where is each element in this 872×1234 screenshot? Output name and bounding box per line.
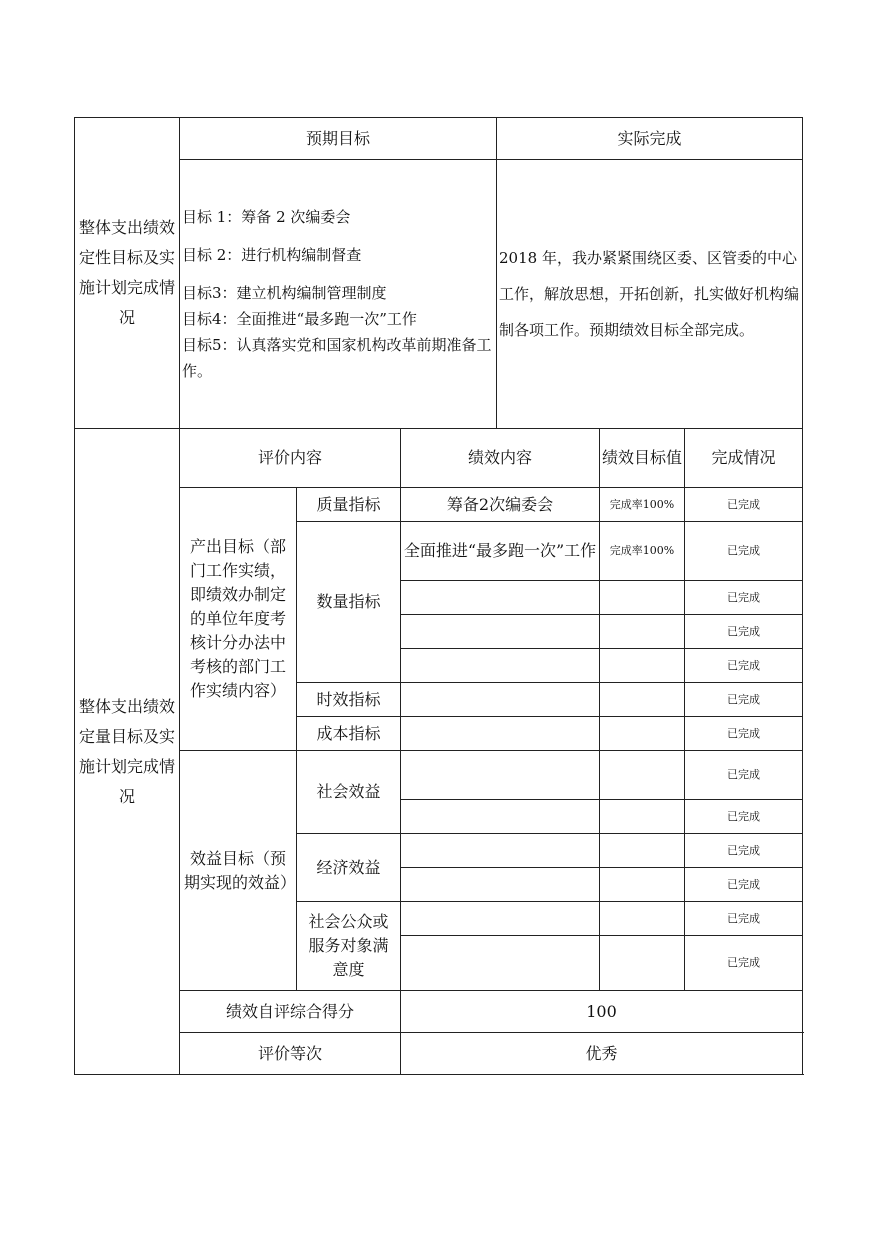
target-value: 完成率100% — [600, 488, 685, 522]
performance-table — [74, 117, 803, 1075]
goal-item: 目标3：建立机构编制管理制度 — [182, 284, 387, 302]
target-value — [600, 834, 685, 868]
evaluation-sheet — [74, 117, 802, 1075]
table-row — [75, 488, 803, 522]
output-goal-label: 产出目标（部门工作实绩，即绩效办制定的单位年度考核计分办法中考核的部门工作实绩内容） — [180, 488, 297, 751]
target-value — [600, 649, 685, 683]
quantitative-label: 整体支出绩效定量目标及实施计划完成情况 — [75, 429, 180, 1075]
perf-content — [401, 615, 600, 649]
target-value — [600, 717, 685, 751]
eval-content-header: 评价内容 — [180, 429, 401, 488]
perf-content — [401, 868, 600, 902]
perf-content-header: 绩效内容 — [401, 429, 600, 488]
expected-goals-header: 预期目标 — [180, 118, 497, 160]
perf-content — [401, 902, 600, 936]
table-row — [75, 751, 803, 800]
target-value — [600, 936, 685, 991]
indicator-economic: 经济效益 — [297, 834, 401, 902]
completion-header: 完成情况 — [685, 429, 803, 488]
indicator-cost: 成本指标 — [297, 717, 401, 751]
goal-item: 目标5：认真落实党和国家机构改革前期准备工作。 — [182, 336, 492, 380]
target-value — [600, 868, 685, 902]
goal-item: 目标 1：筹备 2 次编委会 — [182, 208, 351, 226]
indicator-quantity: 数量指标 — [297, 522, 401, 683]
perf-content — [401, 834, 600, 868]
perf-content: 筹备2次编委会 — [401, 488, 600, 522]
completion-status: 已完成 — [685, 936, 803, 991]
perf-content — [401, 649, 600, 683]
perf-content — [401, 800, 600, 834]
completion-status: 已完成 — [685, 649, 803, 683]
qualitative-label: 整体支出绩效定性目标及实施计划完成情况 — [75, 118, 180, 429]
target-value — [600, 683, 685, 717]
completion-status: 已完成 — [685, 488, 803, 522]
completion-status: 已完成 — [685, 868, 803, 902]
target-value — [600, 902, 685, 936]
perf-content: 全面推进“最多跑一次”工作 — [401, 522, 600, 581]
target-value — [600, 751, 685, 800]
perf-content — [401, 936, 600, 991]
completion-status: 已完成 — [685, 902, 803, 936]
completion-status: 已完成 — [685, 683, 803, 717]
indicator-social: 社会效益 — [297, 751, 401, 834]
benefit-goal-label: 效益目标（预期实现的效益） — [180, 751, 297, 991]
target-value: 完成率100% — [600, 522, 685, 581]
goal-item: 目标 2：进行机构编制督查 — [182, 246, 362, 264]
score-value: 100 — [401, 991, 803, 1033]
perf-content — [401, 683, 600, 717]
perf-content — [401, 717, 600, 751]
completion-status: 已完成 — [685, 800, 803, 834]
completion-status: 已完成 — [685, 522, 803, 581]
score-label: 绩效自评综合得分 — [180, 991, 401, 1033]
completion-status: 已完成 — [685, 717, 803, 751]
expected-goals-cell — [180, 160, 497, 429]
goal-item: 目标4：全面推进“最多跑一次”工作 — [182, 310, 417, 328]
completion-status: 已完成 — [685, 834, 803, 868]
target-value — [600, 800, 685, 834]
actual-completion-header: 实际完成 — [497, 118, 803, 160]
target-value — [600, 581, 685, 615]
completion-status: 已完成 — [685, 581, 803, 615]
indicator-timeliness: 时效指标 — [297, 683, 401, 717]
target-value — [600, 615, 685, 649]
indicator-satisfaction: 社会公众或服务对象满意度 — [297, 902, 401, 991]
perf-content — [401, 751, 600, 800]
grade-value: 优秀 — [401, 1033, 803, 1075]
completion-status: 已完成 — [685, 751, 803, 800]
perf-content — [401, 581, 600, 615]
target-value-header: 绩效目标值 — [600, 429, 685, 488]
actual-completion-text: 2018 年，我办紧紧围绕区委、区管委的中心工作，解放思想，开拓创新，扎实做好机构编制各项工作。预期绩效目标全部完成。 — [497, 160, 803, 429]
grade-label: 评价等次 — [180, 1033, 401, 1075]
completion-status: 已完成 — [685, 615, 803, 649]
indicator-quality: 质量指标 — [297, 488, 401, 522]
